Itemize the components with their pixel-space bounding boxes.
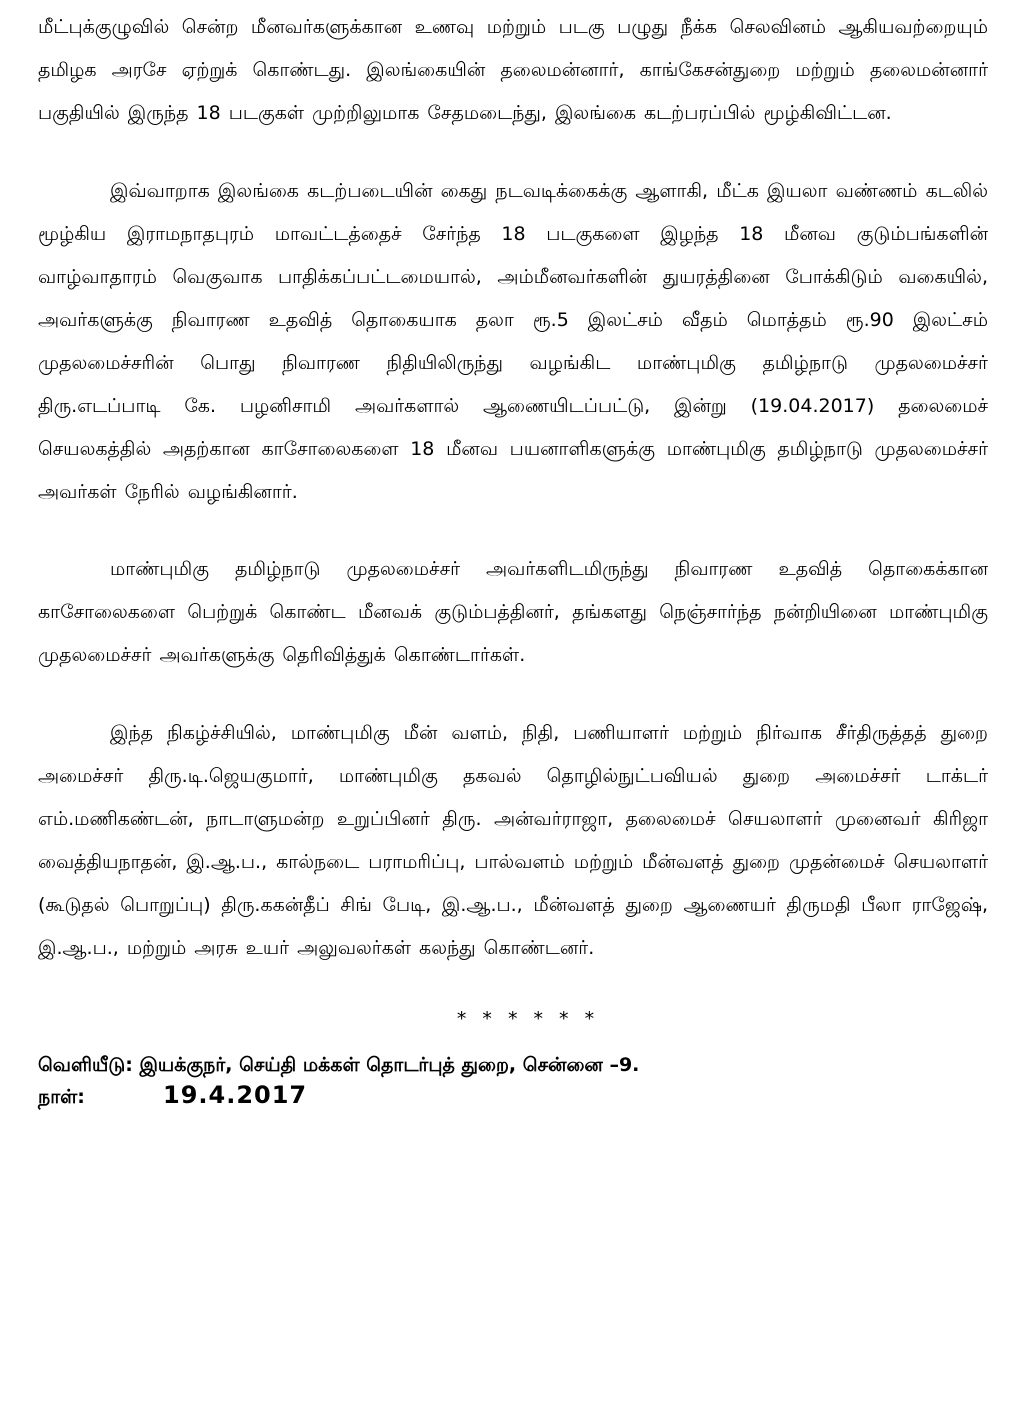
paragraph-relief-announcement: இவ்வாறாக இலங்கை கடற்படையின் கைது நடவடிக்கைக்கு ஆளாகி, மீட்க இயலா வண்ணம் கடலில் மூழ்கிய இராமநாதபுரம் மாவட்டத்தைச் சேர்ந்த 18 படகுகளை இழந்த 18 மீனவ குடும்பங்களின் வாழ்வாதாரம் வெகுவாக பாதிக்கப்பட்டமையால், அம்மீனவர்களின் துயரத்தினை போக்கிடும் வகையில், அவர்களுக்கு நிவாரண உதவித் தொகையாக தலா ரூ.5 இலட்சம் வீதம் மொத்தம் ரூ.90 இலட்சம் முதலமைச்சரின் பொது நிவாரண நிதியிலிருந்து வழங்கிட மாண்புமிகு தமிழ்நாடு முதலமைச்சர் திரு.எடப்பாடி கே. பழனிசாமி அவர்களால் ஆணையிடப்பட்டு, இன்று (19.04.2017) தலைமைச் செயலகத்தில் அதற்கான காசோலைகளை 18 மீனவ பயனாளிகளுக்கு மாண்புமிகு தமிழ்நாடு முதலமைச்சர் அவர்கள் நேரில் வழங்கினார். xyxy=(38,180,988,503)
date-label: நாள்: xyxy=(38,1086,85,1108)
paragraph-gratitude: மாண்புமிகு தமிழ்நாடு முதலமைச்சர் அவர்களிடமிருந்து நிவாரண உதவித் தொகைக்கான காசோலைகளை பெற்றுக் கொண்ட மீனவக் குடும்பத்தினர், தங்களது நெஞ்சார்ந்த நன்றியினை மாண்புமிகு முதலமைச்சர் அவர்களுக்கு தெரிவித்துக் கொண்டார்கள். xyxy=(38,558,988,666)
release-date xyxy=(38,1080,988,1112)
date-value: 19.4.2017 xyxy=(163,1081,308,1109)
section-separator: * * * * * * xyxy=(456,1008,600,1030)
release-credit: வெளியீடு: இயக்குநர், செய்தி மக்கள் தொடர்புத் துறை, சென்னை –9. xyxy=(38,1054,640,1076)
paragraph-attendees: இந்த நிகழ்ச்சியில், மாண்புமிகு மீன் வளம், நிதி, பணியாளர் மற்றும் நிர்வாக சீர்திருத்தத் துறை அமைச்சர் திரு.டி.ஜெயகுமார், மாண்புமிகு தகவல் தொழில்நுட்பவியல் துறை அமைச்சர் டாக்டர் எம்.மணிகண்டன், நாடாளுமன்ற உறுப்பினர் திரு. அன்வர்ராஜா, தலைமைச் செயலாளர் முனைவர் கிரிஜா வைத்தியநாதன், இ.ஆ.ப., கால்நடை பராமரிப்பு, பால்வளம் மற்றும் மீன்வளத் துறை முதன்மைச் செயலாளர் (கூடுதல் பொறுப்பு) திரு.ககன்தீப் சிங் பேடி, இ.ஆ.ப., மீன்வளத் துறை ஆணையர் திருமதி பீலா ராஜேஷ், இ.ஆ.ப., மற்றும் அரசு உயர் அலுவலர்கள் கலந்து கொண்டனர். xyxy=(38,722,989,959)
paragraph-rescue-costs: மீட்புக்குழுவில் சென்ற மீனவர்களுக்கான உணவு மற்றும் படகு பழுது நீக்க செலவினம் ஆகியவற்றையும் தமிழக அரசே ஏற்றுக் கொண்டது. இலங்கையின் தலைமன்னார், காங்கேசன்துறை மற்றும் தலைமன்னார் பகுதியில் இருந்த 18 படகுகள் முற்றிலுமாக சேதமடைந்து, இலங்கை கடற்பரப்பில் மூழ்கிவிட்டன. xyxy=(38,16,988,124)
